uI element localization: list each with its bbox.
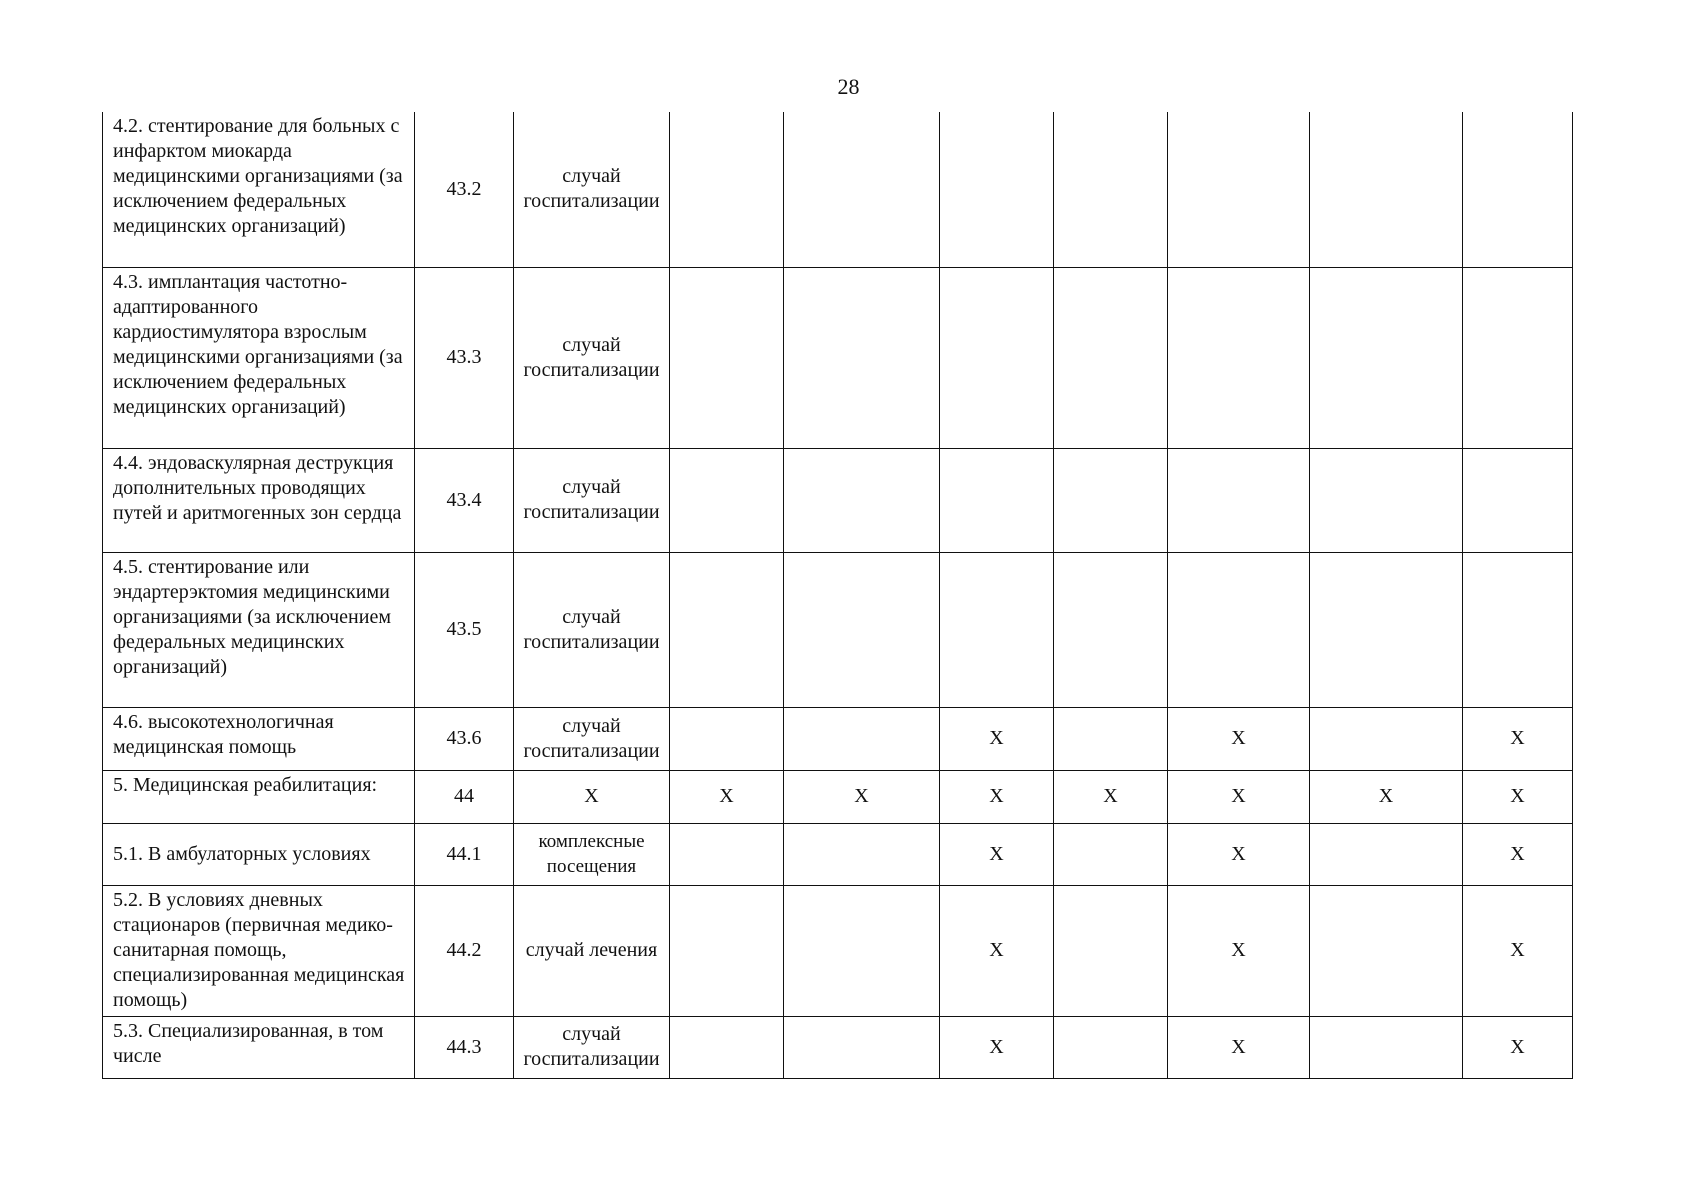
cell [1168,552,1310,707]
cell [784,448,940,552]
row-unit: комплексные посещения [514,823,670,885]
cell: Х [1463,885,1573,1016]
row-code: 43.6 [415,707,514,770]
cell [670,885,784,1016]
cell: Х [940,1016,1054,1078]
cell [784,267,940,448]
cell: Х [1463,1016,1573,1078]
row-code: 44.3 [415,1016,514,1078]
row-name: 4.6. высокотехнологичная медицинская помощь [103,707,415,770]
cell: Х [940,823,1054,885]
cell [670,267,784,448]
row-code: 43.3 [415,267,514,448]
cell [1310,885,1463,1016]
cell [1463,552,1573,707]
row-name: 5.2. В условиях дневных стационаров (первичная медико-санитарная помощь, специализированная медицинская помощь) [103,885,415,1016]
row-name: 4.4. эндоваскулярная деструкция дополнительных проводящих путей и аритмогенных зон сердца [103,448,415,552]
cell [784,823,940,885]
row-name: 5. Медицинская реабилитация: [103,770,415,823]
cell [1310,448,1463,552]
cell [940,112,1054,267]
cell [670,823,784,885]
cell [940,448,1054,552]
table-row [103,112,1573,267]
cell [1310,707,1463,770]
table-row [103,823,1573,885]
cell [940,267,1054,448]
cell: Х [940,770,1054,823]
cell: Х [940,885,1054,1016]
row-name: 4.3. имплантация частотно-адаптированного кардиостимулятора взрослым медицинскими организациями (за исключением федеральных медицинских организаций) [103,267,415,448]
table-row [103,552,1573,707]
table-row [103,885,1573,1016]
table-row [103,707,1573,770]
cell [1310,267,1463,448]
table-row [103,267,1573,448]
cell [670,112,784,267]
cell [1054,823,1168,885]
cell [784,552,940,707]
cell [1310,1016,1463,1078]
row-code: 43.5 [415,552,514,707]
row-code: 44 [415,770,514,823]
table-row [103,448,1573,552]
row-code: 43.2 [415,112,514,267]
cell [1054,448,1168,552]
row-unit: случай госпитализации [514,707,670,770]
page-number: 28 [837,74,860,99]
row-code: 44.1 [415,823,514,885]
cell [784,1016,940,1078]
cell [670,552,784,707]
cell [1310,112,1463,267]
row-unit: случай госпитализации [514,1016,670,1078]
cell: Х [784,770,940,823]
cell: Х [1168,885,1310,1016]
row-unit: случай лечения [514,885,670,1016]
row-name: 5.3. Специализированная, в том числе [103,1016,415,1078]
cell: Х [670,770,784,823]
cell [670,707,784,770]
cell: Х [940,707,1054,770]
cell: Х [1054,770,1168,823]
cell [1168,267,1310,448]
row-name: 5.1. В амбулаторных условиях [103,823,415,885]
row-unit: случай госпитализации [514,448,670,552]
cell [1054,267,1168,448]
row-code: 43.4 [415,448,514,552]
cell [670,1016,784,1078]
cell: Х [1463,707,1573,770]
row-name: 4.5. стентирование или эндартерэктомия медицинскими организациями (за исключением федеральных медицинских организаций) [103,552,415,707]
table-row [103,770,1573,823]
table-row [103,1016,1573,1078]
cell: Х [1310,770,1463,823]
cell [1054,1016,1168,1078]
cell: Х [1168,823,1310,885]
cell [784,707,940,770]
row-name: 4.2. стентирование для больных с инфарктом миокарда медицинскими организациями (за исключением федеральных медицинских организаций) [103,112,415,267]
data-table [102,112,1573,1079]
cell [1310,552,1463,707]
cell [1168,112,1310,267]
cell [1054,707,1168,770]
cell [784,112,940,267]
cell [1054,885,1168,1016]
cell [1310,823,1463,885]
cell [1463,267,1573,448]
cell: Х [1463,770,1573,823]
cell: Х [1463,823,1573,885]
row-unit: случай госпитализации [514,552,670,707]
cell [1054,112,1168,267]
row-unit: случай госпитализации [514,112,670,267]
row-unit: случай госпитализации [514,267,670,448]
row-code: 44.2 [415,885,514,1016]
row-unit: Х [514,770,670,823]
cell: Х [1168,707,1310,770]
cell [940,552,1054,707]
cell [1168,448,1310,552]
cell: Х [1168,770,1310,823]
cell [1463,112,1573,267]
cell [784,885,940,1016]
cell: Х [1168,1016,1310,1078]
cell [670,448,784,552]
cell [1054,552,1168,707]
cell [1463,448,1573,552]
